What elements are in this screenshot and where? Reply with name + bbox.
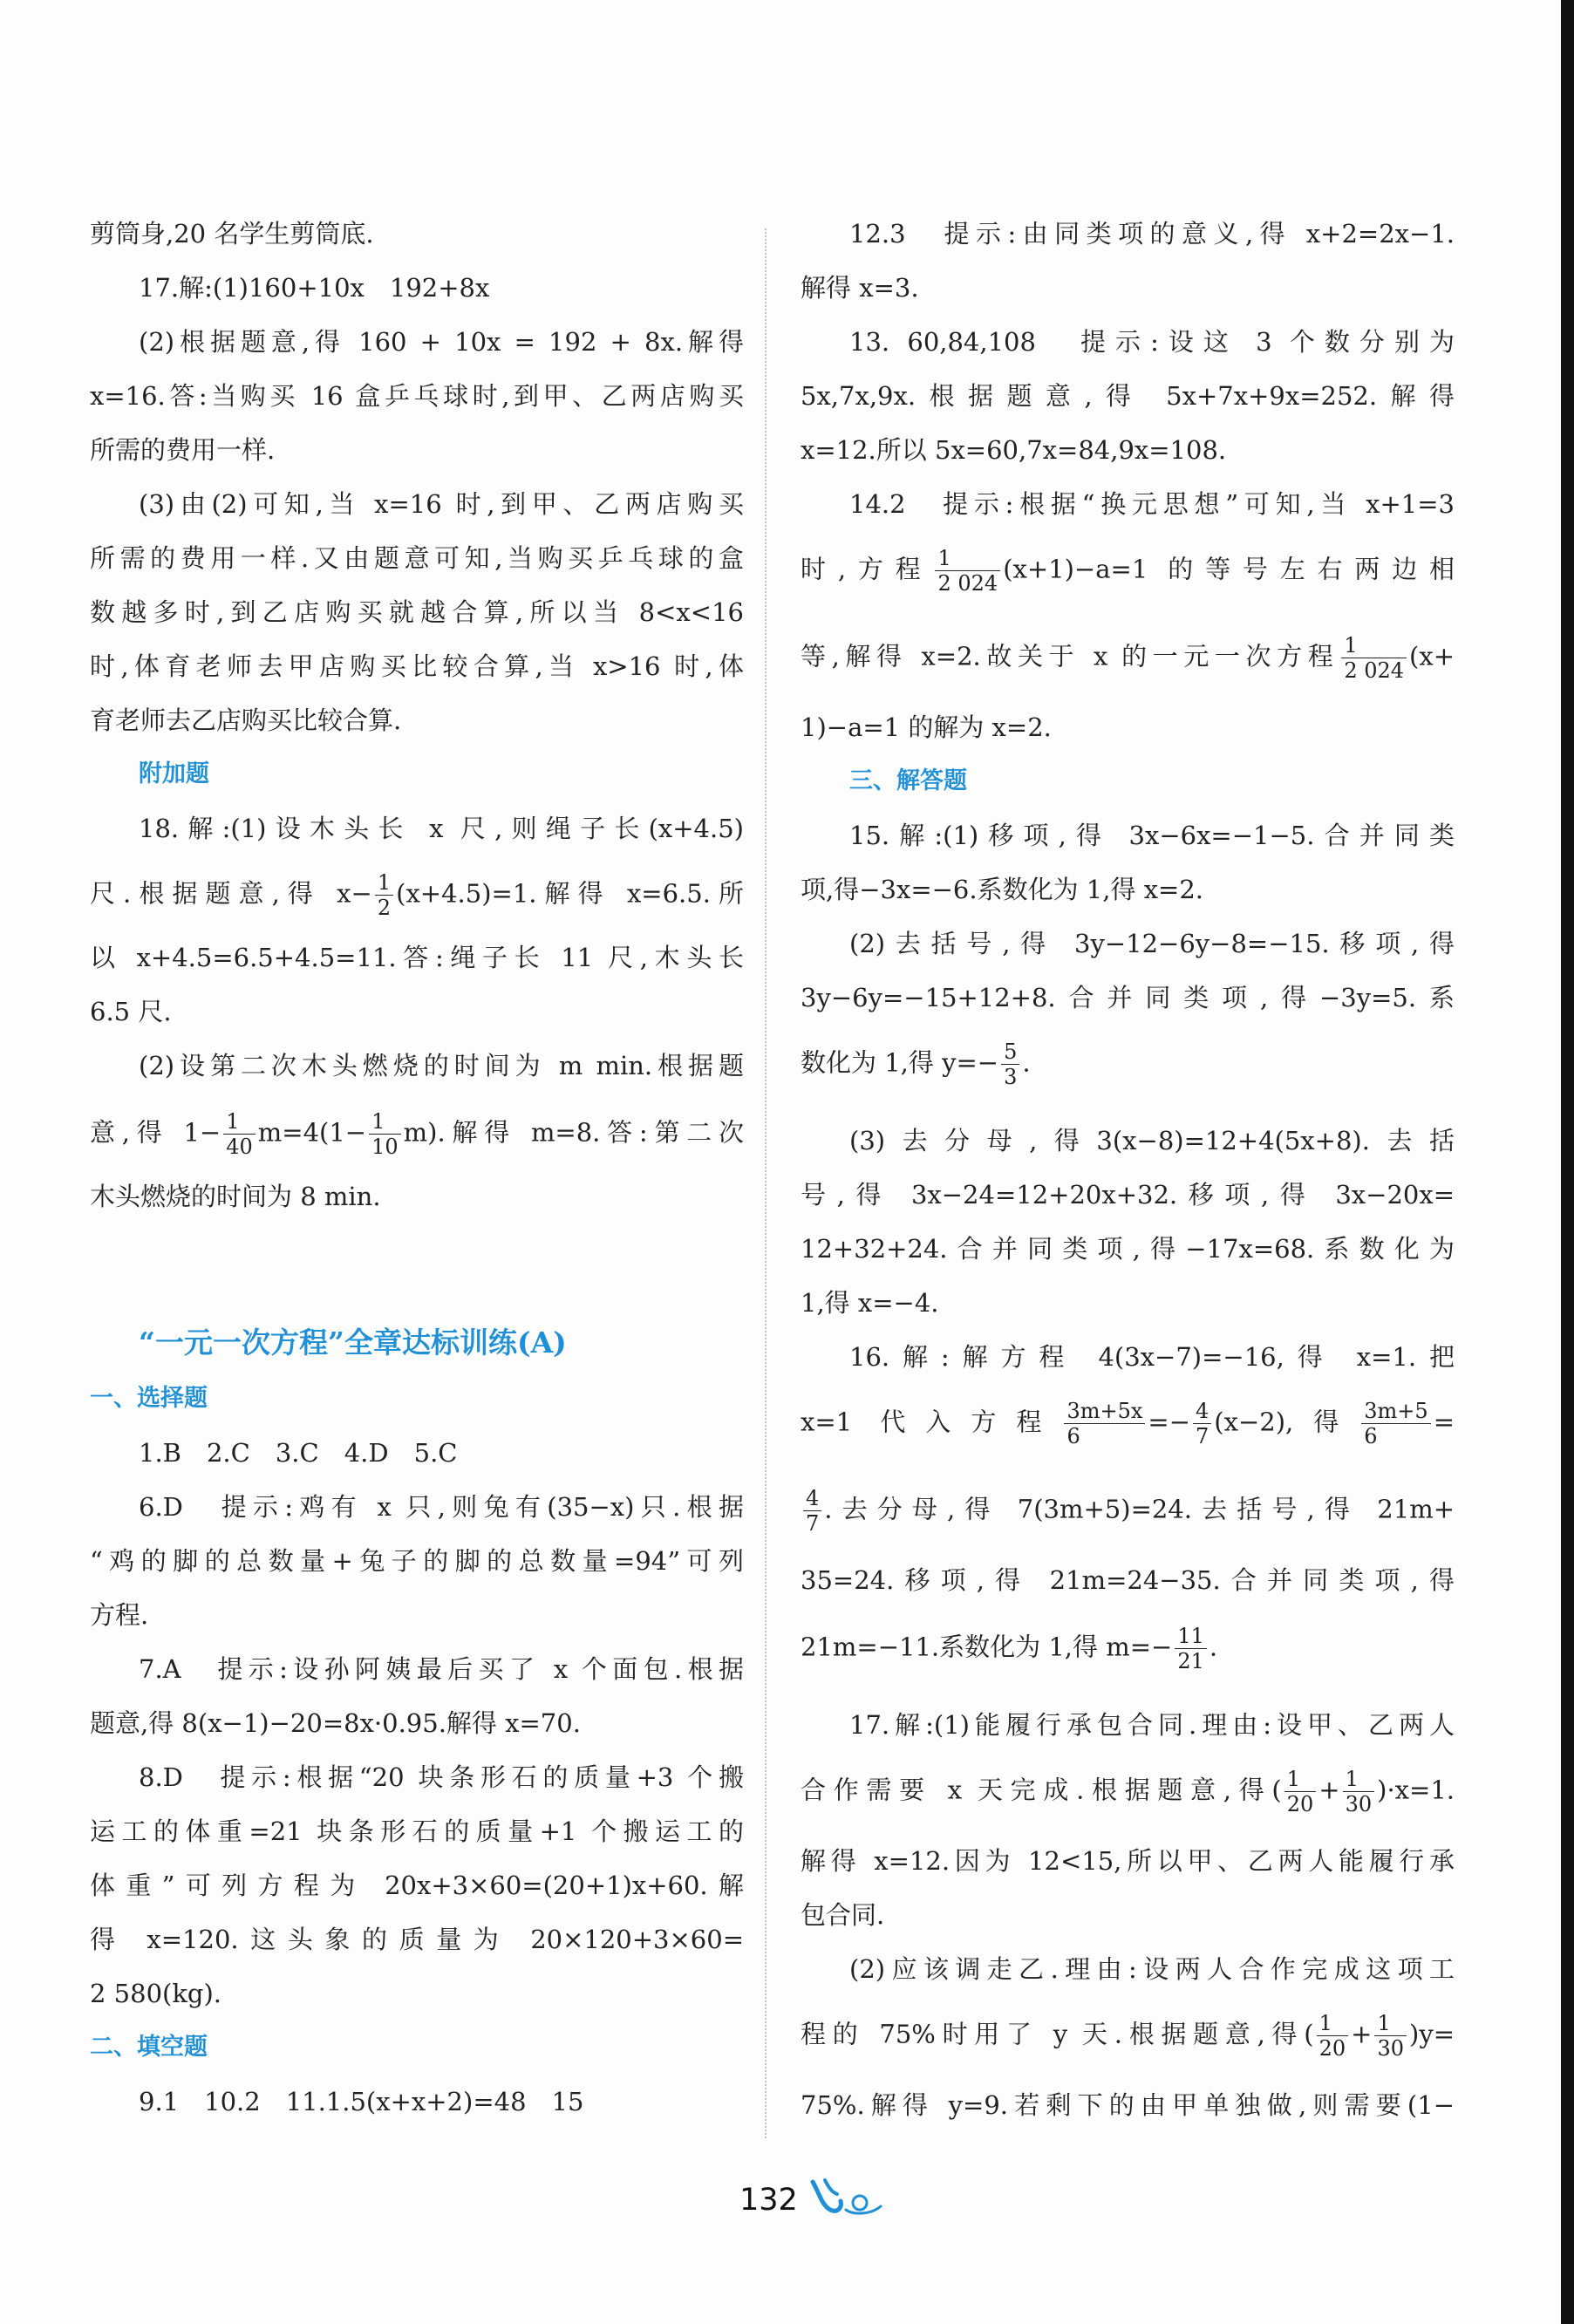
fraction [1374, 2011, 1407, 2061]
text-line: 所需的费用一样. [90, 435, 276, 465]
math-line [801, 1767, 1455, 1816]
column-divider [765, 228, 767, 2138]
text-line: (3)由(2)可知,当 x=16 时,到甲、乙两店购买 [139, 489, 744, 519]
text-line: 数越多时,到乙店购买就越合算,所以当 8<x<16 [90, 597, 744, 627]
fraction [375, 870, 393, 920]
denominator: 2 024 [1344, 658, 1405, 683]
text-line: 5x,7x,9x.根据题意,得 5x+7x+9x=252.解得 [801, 381, 1455, 411]
text-line: 6.D 提示:鸡有 x 只,则兔有(35−x)只.根据 [139, 1492, 744, 1522]
text-run: 21m=−11.系数化为 1,得 m=− [801, 1632, 1173, 1662]
text-run: + [1351, 2019, 1373, 2049]
text-line: 剪筒身,20 名学生剪筒底. [90, 219, 374, 249]
text-line: x=12.所以 5x=60,7x=84,9x=108. [801, 435, 1227, 465]
denominator: 3 [1004, 1065, 1018, 1089]
text-line: 35=24.移项,得 21m=24−35.合并同类项,得 [801, 1565, 1455, 1595]
text-run: 等,解得 x=2.故关于 x 的一元一次方程 [801, 641, 1339, 671]
text-line: 2 580(kg). [90, 1979, 222, 2008]
denominator: 30 [1377, 2036, 1404, 2061]
numerator: 3m+5x [1064, 1399, 1145, 1424]
text-run: (x+4.5)=1.解得 x=6.5.所 [396, 878, 744, 909]
text-run: m).解得 m=8.答:第二次 [403, 1117, 744, 1148]
numerator: 1 [369, 1109, 401, 1135]
text-run: = [1433, 1407, 1455, 1437]
math-line [801, 546, 1455, 596]
denominator: 6 [1364, 1424, 1378, 1448]
denominator: 2 [377, 896, 392, 920]
text-line: 12.3 提示:由同类项的意义,得 x+2=2x−1. [849, 219, 1455, 249]
text-run: + [1318, 1775, 1340, 1805]
text-line: 1)−a=1 的解为 x=2. [801, 712, 1052, 742]
text-line: 18.解:(1)设木头长 x 尺,则绳子长(x+4.5) [139, 814, 744, 843]
text-run: )y= [1409, 2019, 1455, 2049]
text-run: .去分母,得 7(3m+5)=24.去括号,得 21m+ [824, 1494, 1455, 1524]
text-line: 木头燃烧的时间为 8 min. [90, 1182, 381, 1211]
fraction [1341, 633, 1407, 683]
text-line: (2)去括号,得 3y−12−6y−8=−15.移项,得 [849, 929, 1455, 958]
fraction [1284, 1767, 1317, 1816]
text-line: 项,得−3x=−6.系数化为 1,得 x=2. [801, 875, 1204, 904]
fraction [1001, 1039, 1019, 1089]
text-line: 号,得 3x−24=12+20x+32.移项,得 3x−20x= [801, 1180, 1455, 1210]
text-run: =− [1148, 1407, 1190, 1437]
text-line: 题意,得 8(x−1)−20=8x·0.95.解得 x=70. [90, 1708, 581, 1738]
text-line: 1,得 x=−4. [801, 1288, 939, 1318]
text-run: 数化为 1,得 y=− [801, 1047, 999, 1078]
text-line: 12+32+24.合并同类项,得−17x=68.系数化为 [801, 1234, 1455, 1264]
text-line: (2)根据题意,得 160 + 10x = 192 + 8x.解得 [139, 327, 744, 357]
text-run: 意,得 1− [90, 1117, 221, 1148]
text-line: 9.1 10.2 11.1.5(x+x+2)=48 15 [139, 2087, 584, 2116]
text-run: m=4(1− [257, 1117, 367, 1148]
text-run: x=1 代入方程 [801, 1407, 1062, 1437]
text-run: . [1209, 1632, 1218, 1662]
page-number: 132 [739, 2183, 798, 2218]
denominator: 7 [806, 1511, 820, 1536]
wave-logo-icon [807, 2175, 886, 2218]
section-heading: 三、解答题 [849, 767, 967, 794]
text-line: (2)设第二次木头燃烧的时间为 m min.根据题 [139, 1051, 744, 1080]
text-line: 包合同. [801, 1900, 885, 1930]
numerator: 1 [1343, 1767, 1375, 1792]
fraction [1175, 1624, 1207, 1673]
section-heading: 一、选择题 [90, 1385, 208, 1412]
denominator: 20 [1286, 1792, 1314, 1816]
text-run: (x+ [1409, 641, 1455, 671]
text-run: . [1022, 1047, 1031, 1078]
numerator: 5 [1001, 1039, 1019, 1065]
text-run: (x−2),得 [1214, 1407, 1359, 1437]
math-line [90, 870, 744, 920]
section-heading: 二、填空题 [90, 2034, 208, 2061]
text-line: 时,体育老师去甲店购买比较合算,当 x>16 时,体 [90, 651, 744, 681]
text-line: 所需的费用一样.又由题意可知,当购买乒乓球的盒 [90, 543, 744, 573]
text-line: 75%.解得 y=9.若剩下的由甲单独做,则需要(1− [801, 2090, 1455, 2120]
fraction [803, 1486, 821, 1536]
text-line: 17.解:(1)160+10x 192+8x [139, 273, 490, 303]
text-line: “鸡的脚的总数量+兔子的脚的总数量=94”可列 [90, 1546, 744, 1576]
math-line [801, 1624, 1217, 1673]
numerator: 3m+5 [1361, 1399, 1430, 1424]
math-line [801, 633, 1455, 683]
fraction [369, 1109, 401, 1159]
denominator: 6 [1066, 1424, 1080, 1448]
numerator: 1 [1317, 2011, 1349, 2036]
math-line [801, 1486, 1455, 1536]
numerator: 11 [1175, 1624, 1207, 1649]
numerator: 1 [1341, 633, 1407, 658]
math-line [90, 1109, 744, 1159]
denominator: 2 024 [937, 571, 998, 596]
math-line [801, 1039, 1031, 1089]
text-line: 17.解:(1)能履行承包合同.理由:设甲、乙两人 [849, 1710, 1455, 1740]
text-line: 16.解:解方程 4(3x−7)=−16,得 x=1.把 [849, 1342, 1455, 1372]
section-heading: 附加题 [139, 760, 209, 787]
denominator: 20 [1318, 2036, 1346, 2061]
text-line: 解得 x=12.因为 12<15,所以甲、乙两人能履行承 [801, 1846, 1455, 1876]
text-line: 1.B 2.C 3.C 4.D 5.C [139, 1438, 458, 1468]
scan-edge-bar [1561, 0, 1574, 2324]
denominator: 21 [1177, 1649, 1204, 1673]
text-line: 6.5 尺. [90, 997, 172, 1026]
numerator: 1 [935, 546, 1000, 571]
numerator: 1 [375, 870, 393, 896]
numerator: 1 [223, 1109, 256, 1135]
fraction [223, 1109, 256, 1159]
text-line: 体重”可列方程为 20x+3×60=(20+1)x+60.解 [90, 1871, 744, 1900]
denominator: 7 [1196, 1424, 1209, 1448]
math-line [801, 2011, 1455, 2061]
text-run: 程的 75%时用了 y 天.根据题意,得( [801, 2019, 1314, 2049]
text-line: 7.A 提示:设孙阿姨最后买了 x 个面包.根据 [139, 1654, 744, 1684]
text-line: 解得 x=3. [801, 273, 919, 303]
text-line: 13. 60,84,108 提示:设这 3 个数分别为 [849, 327, 1455, 357]
text-line: 15.解:(1)移项,得 3x−6x=−1−5.合并同类 [849, 821, 1455, 850]
fraction [935, 546, 1000, 596]
text-run: (x+1)−a=1 的等号左右两边相 [1003, 554, 1455, 584]
text-line: (3)去分母,得3(x−8)=12+4(5x+8).去括 [849, 1126, 1455, 1155]
text-line: 以 x+4.5=6.5+4.5=11.答:绳子长 11 尺,木头长 [90, 943, 744, 972]
numerator: 4 [803, 1486, 821, 1511]
numerator: 4 [1193, 1399, 1211, 1424]
text-line: 14.2 提示:根据“换元思想”可知,当 x+1=3 [849, 489, 1455, 519]
fraction [1193, 1399, 1211, 1448]
numerator: 1 [1374, 2011, 1407, 2036]
text-line: x=16.答:当购买 16 盒乒乓球时,到甲、乙两店购买 [90, 381, 744, 411]
text-line: (2)应该调走乙.理由:设两人合作完成这项工 [849, 1954, 1455, 1984]
text-line: 3y−6y=−15+12+8.合并同类项,得−3y=5.系 [801, 983, 1455, 1012]
denominator: 10 [371, 1135, 399, 1159]
fraction [1361, 1399, 1430, 1448]
denominator: 30 [1345, 1792, 1373, 1816]
text-line: 8.D 提示:根据“20 块条形石的质量+3 个搬 [139, 1762, 744, 1792]
text-run: )·x=1. [1377, 1775, 1455, 1805]
denominator: 40 [226, 1135, 253, 1159]
text-line: 得 x=120.这头象的质量为 20×120+3×60= [90, 1925, 744, 1954]
text-line: 运工的体重=21 块条形石的质量+1 个搬运工的 [90, 1816, 744, 1846]
text-run: 时,方程 [801, 554, 933, 584]
text-run: 尺.根据题意,得 x− [90, 878, 372, 909]
math-line [801, 1399, 1455, 1448]
text-run: 合作需要 x 天完成.根据题意,得( [801, 1775, 1282, 1805]
fraction [1064, 1399, 1145, 1448]
text-line: 方程. [90, 1600, 149, 1630]
chapter-title: “一元一次方程”全章达标训练(A) [139, 1326, 567, 1360]
numerator: 1 [1284, 1767, 1317, 1792]
fraction [1317, 2011, 1349, 2061]
text-line: 育老师去乙店购买比较合算. [90, 705, 402, 735]
fraction [1343, 1767, 1375, 1816]
